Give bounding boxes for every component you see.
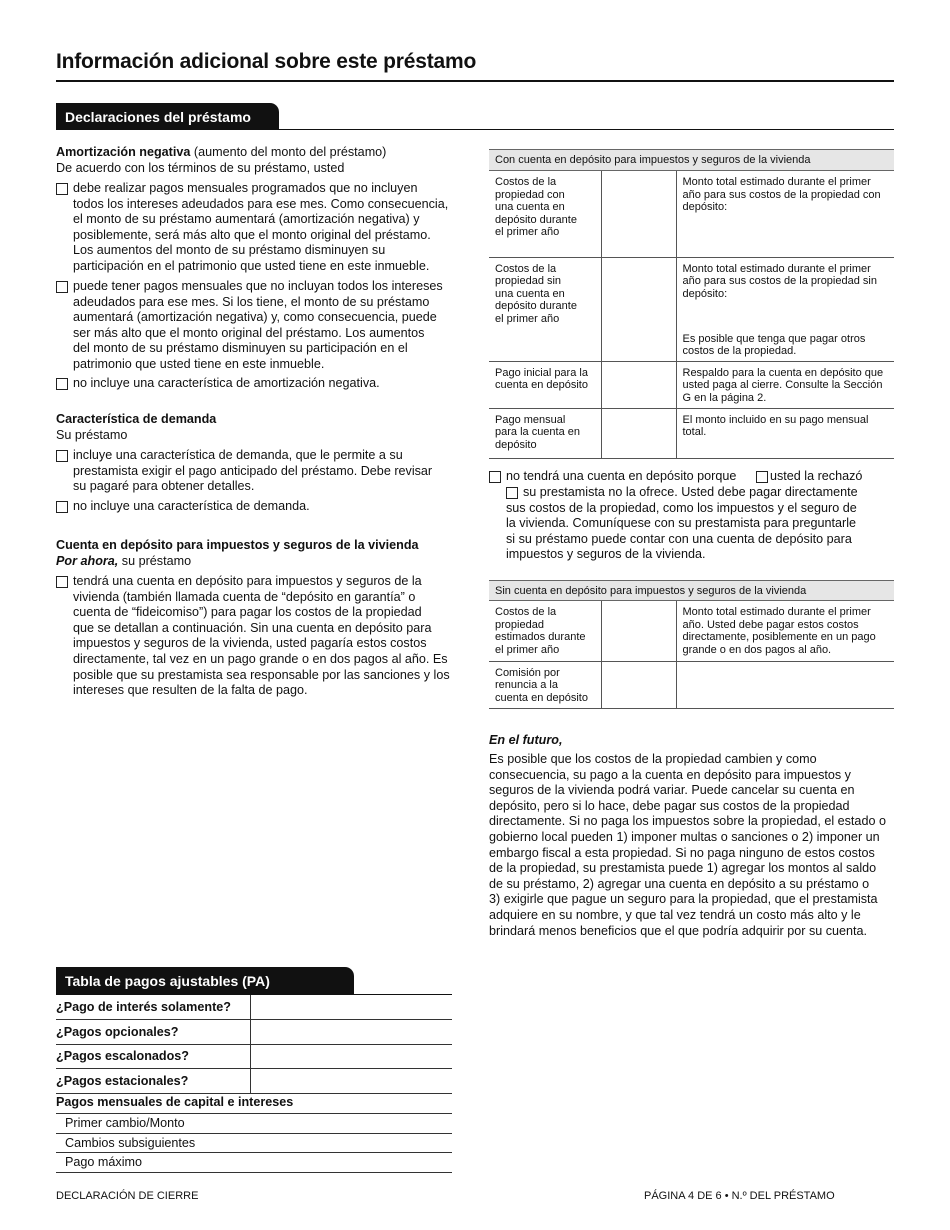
escrow-option <box>56 574 456 699</box>
demand-feature-checkbox[interactable] <box>56 450 68 462</box>
declined-text: usted la rechazó <box>770 469 863 483</box>
row-label-line: una cuenta en <box>495 201 565 213</box>
no-escrow-text-line: si su préstamo puede contar con una cuenta de depósito para <box>506 531 852 546</box>
option-text-line: intereses que resulten de la falta de pago. <box>73 683 308 698</box>
row-label-line: estimados durante <box>495 631 586 643</box>
footer-right: PÁGINA 4 DE 6 • N.º DEL PRÉSTAMO <box>644 1190 835 1202</box>
option-text-line: posiblemente, será más alto que el monto original del préstamo. <box>73 227 431 242</box>
row-label-line: cuenta en depósito <box>495 379 588 391</box>
row-label-line: Pago inicial para la <box>495 366 588 379</box>
row-description-line: grande o en dos pagos al año. <box>682 643 832 656</box>
amount-cell[interactable] <box>601 171 676 257</box>
row-note-line: costos de la propiedad. <box>682 345 797 357</box>
ap-answer-cell[interactable] <box>250 1044 453 1068</box>
no-escrow-text: no tendrá una cuenta en depósito porque <box>506 469 737 483</box>
demand-feature-option <box>56 448 456 495</box>
no-escrow-table <box>489 601 894 709</box>
row-label-line: Costos de la <box>495 262 557 275</box>
row-label-line: el primer año <box>495 226 560 238</box>
escrow-table <box>489 171 894 459</box>
row-label-line: cuenta en depósito <box>495 691 588 704</box>
amount-cell[interactable] <box>601 257 676 361</box>
row-description-line: El monto incluido en su pago mensual <box>682 413 869 426</box>
escrow-table-header: Con cuenta en depósito para impuestos y seguros de la vivienda <box>489 149 894 171</box>
escrow-intro: Por ahora, su préstamo <box>56 554 192 568</box>
future-text-line: gobierno local pueden 1) imponer multas o sanciones o 2) imponer un <box>489 830 880 844</box>
future-text-line: seguros de la vivienda podrá variar. Puede cancelar su cuenta en <box>489 783 855 798</box>
option-text-line: no incluye una característica de amortización negativa. <box>73 376 380 390</box>
negative-amortization-option <box>56 279 456 373</box>
row-description-line: Monto total estimado durante el primer <box>682 176 871 188</box>
ap-question-label: ¿Pagos opcionales? <box>56 1024 179 1039</box>
row-label-line: el primer año <box>495 643 560 656</box>
row-label-line: para la cuenta en <box>495 426 581 438</box>
escrow-table-row <box>489 257 894 361</box>
ap-pi-heading: Pagos mensuales de capital e intereses <box>56 1095 294 1109</box>
loan-disclosures-tab: Declaraciones del préstamo <box>56 103 279 130</box>
ap-pi-row-label: Cambios subsiguientes <box>65 1135 196 1150</box>
demand-feature-option <box>56 499 456 515</box>
row-label-line: Pago mensual <box>495 413 566 426</box>
ap-table-tab: Tabla de pagos ajustables (PA) <box>56 967 354 994</box>
row-description-line: directamente, posiblemente en un pago <box>682 631 876 643</box>
future-text-line: brindará menos beneficios que el que podría adquirir por su cuenta. <box>489 923 868 938</box>
future-text-line: de su préstamo, 2) agregar una cuenta en depósito a su préstamo o <box>489 876 870 891</box>
declined-checkbox[interactable] <box>756 471 768 483</box>
escrow-table-row <box>489 171 894 257</box>
row-label <box>489 361 601 408</box>
future-text-line: Es posible que los costos de la propiedad cambien y como <box>489 752 817 766</box>
ap-question-label: ¿Pagos estacionales? <box>56 1073 189 1088</box>
row-label <box>489 408 601 458</box>
section-divider <box>56 129 894 130</box>
future-heading: En el futuro, <box>489 733 563 747</box>
row-label-line: Costos de la <box>495 176 557 188</box>
row-label <box>489 661 601 708</box>
row-description-line: usted paga al cierre. Consulte la Sección <box>682 379 883 391</box>
demand-feature-intro: Su préstamo <box>56 428 128 442</box>
option-text-line: cuenta de “fideicomiso”) para pagar los costos de la propiedad <box>73 605 422 620</box>
option-text-line: puede tener pagos mensuales que no incluyan todos los intereses <box>73 279 443 293</box>
future-text-line: 3) exigirle que pague un seguro para la propiedad, que el prestamista <box>489 892 878 907</box>
ap-answer-cell[interactable] <box>250 1020 453 1044</box>
row-label-line: depósito durante <box>495 300 577 312</box>
lender-not-offer-checkbox[interactable] <box>506 487 518 499</box>
ap-answer-cell[interactable] <box>250 995 453 1019</box>
row-note-line: Es posible que tenga que pagar otros <box>682 332 866 345</box>
future-text-line: de la propiedad, su prestamista puede 1) agregar los montos al saldo <box>489 861 877 876</box>
ap-question-row <box>56 1020 452 1045</box>
ap-pi-heading-row <box>56 1093 452 1114</box>
row-description-line: año. Usted debe pagar estos costos <box>682 618 859 631</box>
ap-pi-row <box>56 1152 452 1173</box>
option-text-line: el monto de su préstamo aumentará (amortización negativa) y <box>73 212 420 227</box>
option-text-line: no incluye una característica de demanda. <box>73 499 310 513</box>
option-text-line: prestamista exigir el pago anticipado del préstamo. Debe revisar <box>73 463 433 478</box>
ap-pi-row-label: Primer cambio/Monto <box>65 1116 185 1130</box>
row-description-line: depósito: <box>682 201 728 213</box>
option-text-line: su pagaré para obtener detalles. <box>73 479 255 494</box>
row-description-line: año para sus costos de la propiedad sin <box>682 275 877 287</box>
future-text-line: embargo fiscal a esta propiedad. Si no paga ninguno de estos costos <box>489 845 875 860</box>
option-text-line: incluye una característica de demanda, que le permite a su <box>73 448 403 462</box>
row-description <box>676 257 894 361</box>
no-escrow-table-header: Sin cuenta en depósito para impuestos y seguros de la vivienda <box>489 580 894 601</box>
no-escrow-text-line: la vivienda. Comuníquese con su prestamista para preguntarle <box>506 516 857 531</box>
escrow-checkbox[interactable] <box>56 576 68 588</box>
option-text-line: vivienda (también llamada cuenta de “depósito en garantía” o <box>73 589 416 604</box>
option-text-line: tendrá una cuenta en depósito para impuestos y seguros de la <box>73 574 422 588</box>
option-text-line: adeudados para ese mes. Si los tiene, el monto de su préstamo <box>73 294 430 309</box>
escrow-table-row <box>489 408 894 458</box>
negative-amortization-intro: De acuerdo con los términos de su préstamo, usted <box>56 161 345 175</box>
option-text-line: debe realizar pagos mensuales programados que no incluyen <box>73 181 418 195</box>
row-description-line: año para sus costos de la propiedad con <box>682 188 881 201</box>
row-label-line: propiedad <box>495 618 544 631</box>
ap-question-row <box>56 1044 452 1069</box>
title-divider <box>56 80 894 82</box>
option-text-line: que se detallan a continuación. Sin una cuenta en depósito para <box>73 620 432 635</box>
negative-amortization-checkbox[interactable] <box>56 281 68 293</box>
row-description <box>676 661 894 708</box>
ap-pi-row <box>56 1113 452 1134</box>
row-description-line: total. <box>682 426 707 438</box>
row-label-line: el primer año <box>495 312 560 325</box>
future-text-line: depósito, pero si lo hace, debe pagar sus costos de la propiedad <box>489 798 850 813</box>
no-escrow-table-row <box>489 601 894 661</box>
row-note <box>683 333 866 358</box>
no-escrow-table-row <box>489 661 894 708</box>
row-label-line: una cuenta en <box>495 287 565 300</box>
negative-amortization-option <box>56 181 456 275</box>
lender-not-offer-text: su prestamista no la ofrece. Usted debe pagar directamente <box>523 485 858 499</box>
ap-pi-row <box>56 1133 452 1154</box>
negative-amortization-checkbox[interactable] <box>56 378 68 390</box>
negative-amortization-heading: Amortización negativa (aumento del monto del préstamo) <box>56 145 387 159</box>
future-text-line: directamente. Si no paga los impuestos sobre la propiedad, el estado o <box>489 814 886 829</box>
amount-cell[interactable] <box>601 361 676 408</box>
row-description-line: Monto total estimado durante el primer <box>682 262 871 275</box>
ap-question-label: ¿Pagos escalonados? <box>56 1049 189 1063</box>
amount-cell[interactable] <box>601 408 676 458</box>
ap-answer-cell[interactable] <box>250 1069 453 1093</box>
row-description-line: Monto total estimado durante el primer <box>682 606 871 618</box>
row-label <box>489 601 601 661</box>
demand-feature-heading: Característica de demanda <box>56 412 217 426</box>
future-text-line: adquiere en su nombre, y que tal vez tendrá un costo más alto y le <box>489 908 861 922</box>
row-label <box>489 171 601 257</box>
row-description-line: depósito: <box>682 287 728 300</box>
no-escrow-text-line: sus costos de la propiedad, como los impuestos y el seguro de <box>506 500 857 515</box>
row-label-line: Costos de la <box>495 606 557 618</box>
future-text-line: consecuencia, su pago a la cuenta en depósito para impuestos y <box>489 767 851 782</box>
row-description-line: Respaldo para la cuenta en depósito que <box>682 366 884 379</box>
no-escrow-text-line: impuestos y seguros de la vivienda. <box>506 547 706 562</box>
option-text-line: participación en el patrimonio que usted tiene en este inmueble. <box>73 259 430 273</box>
row-description <box>676 601 894 661</box>
row-label-line: Comisión por <box>495 666 560 679</box>
ap-question-row <box>56 995 452 1020</box>
option-text-line: todos los intereses adeudados para ese mes. Como consecuencia, <box>73 196 449 211</box>
row-label <box>489 257 601 361</box>
page-title: Información adicional sobre este préstamo <box>56 50 477 73</box>
ap-pi-row-label: Pago máximo <box>65 1155 142 1170</box>
demand-feature-checkbox[interactable] <box>56 501 68 513</box>
row-label-line: depósito <box>495 438 537 451</box>
row-description-line: G en la página 2. <box>682 391 767 404</box>
amount-cell[interactable] <box>601 661 676 708</box>
negative-amortization-option <box>56 376 456 392</box>
ap-question-label: ¿Pago de interés solamente? <box>56 1000 231 1014</box>
row-description <box>676 361 894 408</box>
option-text-line: impuestos y seguros de la vivienda, usted pagaría estos costos <box>73 636 427 651</box>
negative-amortization-checkbox[interactable] <box>56 183 68 195</box>
option-text-line: Los aumentos del monto de su préstamo disminuyen su <box>73 243 386 258</box>
option-text-line: del monto de su préstamo disminuyen su participación en el <box>73 341 408 356</box>
footer-left: DECLARACIÓN DE CIERRE <box>56 1190 199 1202</box>
ap-question-row <box>56 1069 452 1094</box>
row-label-line: depósito durante <box>495 213 577 226</box>
option-text-line: posible que su prestamista sea responsable por las sanciones y los <box>73 667 450 682</box>
row-label-line: propiedad sin <box>495 275 562 287</box>
option-text-line: patrimonio que usted tiene en este inmueble. <box>73 357 325 371</box>
row-label-line: renuncia a la <box>495 679 558 691</box>
row-label-line: propiedad con <box>495 188 565 201</box>
escrow-table-row <box>489 361 894 408</box>
option-text-line: aumentará (amortización negativa) y, como consecuencia, puede <box>73 310 437 325</box>
row-description <box>676 408 894 458</box>
escrow-heading: Cuenta en depósito para impuestos y seguros de la vivienda <box>56 538 419 552</box>
no-escrow-checkbox[interactable] <box>489 471 501 483</box>
option-text-line: directamente, tal vez en un pago grande o en dos pagos al año. Es <box>73 652 448 666</box>
option-text-line: ser más alto que el monto original del préstamo. Los aumentos <box>73 325 425 340</box>
amount-cell[interactable] <box>601 601 676 661</box>
row-description <box>676 171 894 257</box>
